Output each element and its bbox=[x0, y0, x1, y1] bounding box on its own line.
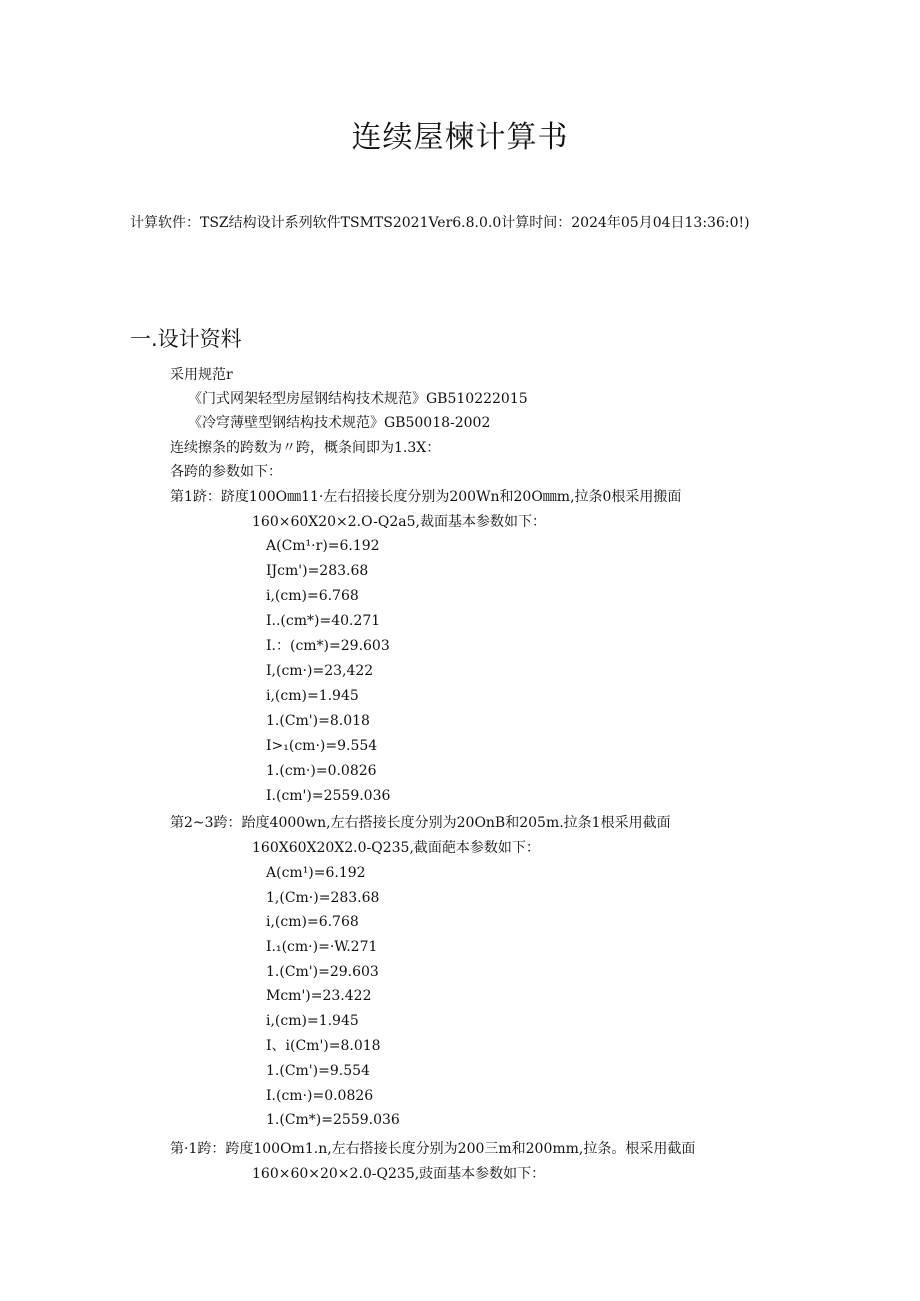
section-param: IJcm')=283.68 bbox=[266, 563, 369, 579]
section-param: A(cm¹)=6.192 bbox=[266, 865, 366, 881]
section-param: i,(cm)=1.945 bbox=[266, 1013, 359, 1029]
spec-item: 《门式网架轻型房屋钢结构技术规范》GB510222015 bbox=[188, 391, 528, 407]
section-param: i,(cm)=6.768 bbox=[266, 914, 359, 930]
section-param: Mcm')=23.422 bbox=[266, 988, 372, 1004]
section-param: I.(cm·)=0.0826 bbox=[266, 1088, 374, 1104]
span-header: 第2~3跨：跆度4000wn,左右搭接长度分别为20OnB和205m.拉条1根采用截面 bbox=[170, 815, 671, 831]
section-param: i,(cm)=1.945 bbox=[266, 688, 359, 704]
section-param: I>₁(cm·)=9.554 bbox=[266, 738, 378, 754]
section-param: I.(cm')=2559.036 bbox=[266, 788, 391, 804]
spec-label: 采用规范r bbox=[170, 367, 233, 383]
page-title: 连续屋楝计算书 bbox=[351, 120, 569, 155]
span-section-line: 160×60X20×2.O-Q2a5,裁面基本参数如下： bbox=[252, 514, 546, 530]
software-info-line: 计算软件：TSZ结构设计系列软件TSMTS2021Ver6.8.0.0计算时间：2024年05月04日13:36:0!) bbox=[130, 215, 750, 231]
section-param: I..(cm*)=40.271 bbox=[266, 613, 381, 629]
section-param: I.₁(cm·)=·W.271 bbox=[266, 939, 378, 955]
section-param: I,(cm·)=23,422 bbox=[266, 663, 374, 679]
span-params-intro: 各跨的参数如下： bbox=[170, 464, 282, 480]
span-section-line: 160×60×20×2.0-Q235,豉面基本参数如下： bbox=[252, 1166, 546, 1182]
section-param: I、i(Cm')=8.018 bbox=[266, 1038, 381, 1054]
section-param: i,(cm)=6.768 bbox=[266, 588, 359, 604]
section-param: 1.(Cm')=29.603 bbox=[266, 964, 379, 980]
section-param: A(Cm¹·r)=6.192 bbox=[266, 538, 380, 554]
span-header: 第·1跨：跨度100Om1.n,左右搭接长度分别为200三m和200mm,拉条。根采用截面 bbox=[170, 1141, 696, 1157]
section-param: 1,(Cm·)=283.68 bbox=[266, 890, 380, 906]
section-heading-design-data: 一.设计资料 bbox=[130, 327, 242, 351]
span-header: 第1跻：跻度100O㎜11·左右招接长度分别为200Wn和20O㎜m,拉条0根采用搬面 bbox=[170, 489, 682, 505]
section-param: 1.(cm·)=0.0826 bbox=[266, 763, 377, 779]
section-param: 1.(Cm')=9.554 bbox=[266, 1063, 370, 1079]
spec-item: 《冷穹薄壁型钢结构技术规范》GB50018-2002 bbox=[188, 415, 491, 431]
span-section-line: 160X60X20X2.0-Q235,截面葩本参数如下： bbox=[252, 840, 540, 856]
section-param: I.：(cm*)=29.603 bbox=[266, 638, 390, 654]
span-count-line: 连续擦条的跨数为〃跨，概条间即为1.3X： bbox=[170, 440, 441, 456]
section-param: 1.(Cm')=8.018 bbox=[266, 713, 370, 729]
section-param: 1.(Cm*)=2559.036 bbox=[266, 1112, 400, 1128]
